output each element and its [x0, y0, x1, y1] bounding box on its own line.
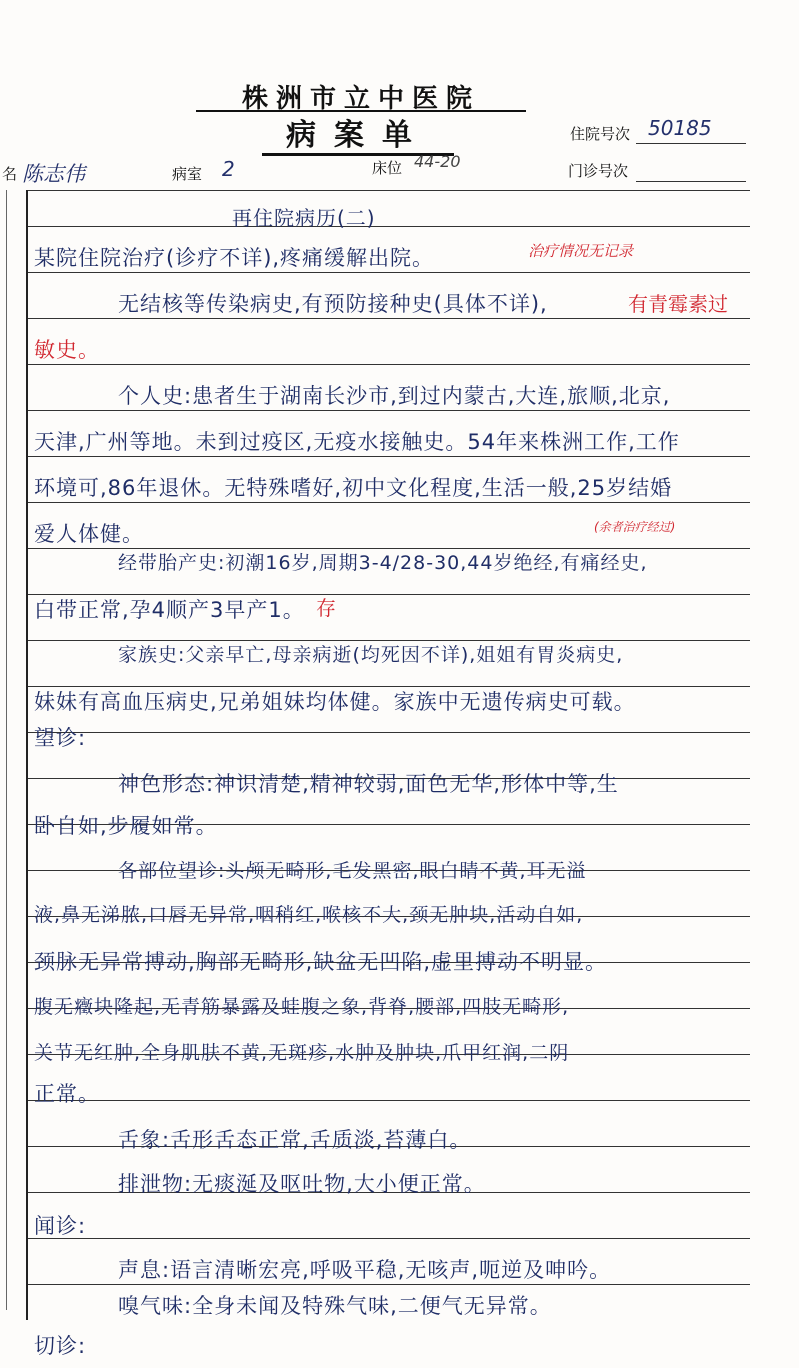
record-line: 天津,广州等地。未到过疫区,无疫水接触史。54年来株洲工作,工作 — [34, 430, 680, 454]
rule-line — [28, 732, 750, 733]
record-line: 白带正常,孕4顺产3早产1。 — [34, 598, 305, 622]
record-line: 爱人体健。 — [34, 522, 144, 546]
record-line: 神色形态:神识清楚,精神较弱,面色无华,形体中等,生 — [118, 772, 619, 796]
record-line: 腹无癥块隆起,无青筋暴露及蛙腹之象,背脊,腰部,四肢无畸形, — [34, 996, 570, 1018]
record-line: 排泄物:无痰涎及呕吐物,大小便正常。 — [118, 1172, 486, 1196]
hospital-name: 株洲市立中医院 — [241, 84, 480, 114]
bed-value: 44-20 — [414, 152, 461, 171]
record-line: 妹妹有高血压病史,兄弟姐妹均体健。家族中无遗传病史可载。 — [34, 690, 636, 714]
rule-line — [28, 1100, 750, 1101]
rule-line — [28, 190, 750, 191]
record-heading: 再住院病历(二) — [232, 206, 376, 230]
name-value: 陈志伟 — [22, 162, 85, 186]
record-line: 嗅气味:全身未闻及特殊气味,二便气无异常。 — [118, 1294, 552, 1318]
record-line: 经带胎产史:初潮16岁,周期3-4/28-30,44岁绝经,有痛经史, — [118, 552, 648, 574]
red-annotation: 存 — [316, 596, 336, 620]
record-line: 声息:语言清晰宏亮,呼吸平稳,无咳声,呃逆及呻吟。 — [118, 1258, 612, 1282]
red-annotation: (余者治疗经过) — [594, 520, 676, 534]
bed-label: 床位 — [372, 159, 403, 177]
rule-line — [28, 364, 750, 365]
outpatient-no-label: 门诊号次 — [568, 162, 629, 180]
record-line: 液,鼻无涕脓,口唇无异常,咽稍红,喉核不大,颈无肿块,活动自如, — [34, 904, 584, 926]
rule-line — [28, 502, 750, 503]
record-line: 敏史。 — [34, 338, 100, 362]
rule-line — [28, 1238, 750, 1239]
document-title: 病案单 — [286, 118, 430, 153]
record-line: 关节无红肿,全身肌肤不黄,无斑疹,水肿及肿块,爪甲红润,二阴 — [34, 1042, 570, 1064]
record-line: 个人史:患者生于湖南长沙市,到过内蒙古,大连,旅顺,北京, — [118, 384, 671, 408]
record-line: 舌象:舌形舌态正常,舌质淡,苔薄白。 — [118, 1128, 472, 1152]
record-line: 某院住院治疗(诊疗不详),疼痛缓解出院。 — [34, 246, 435, 270]
left-margin-line — [6, 190, 7, 1310]
record-line: 正常。 — [34, 1082, 100, 1106]
rule-line — [28, 1284, 750, 1285]
record-line: 望诊: — [34, 726, 87, 750]
red-annotation: 有青霉素过 — [628, 292, 728, 316]
record-line: 切诊: — [34, 1334, 87, 1358]
record-line: 卧自如,步履如常。 — [34, 814, 218, 838]
record-line: 环境可,86年退休。无特殊嗜好,初中文化程度,生活一般,25岁结婚 — [34, 476, 673, 500]
rule-line — [28, 410, 750, 411]
record-line: 各部位望诊:头颅无畸形,毛发黑密,眼白睛不黄,耳无溢 — [118, 860, 587, 882]
rule-line — [28, 226, 750, 227]
admission-no-value: 50185 — [648, 116, 712, 140]
record-line: 闻诊: — [34, 1214, 87, 1238]
ward-label: 病室 — [172, 165, 203, 183]
rule-line — [28, 318, 750, 319]
red-annotation: 治疗情况无记录 — [528, 242, 634, 260]
admission-no-label: 住院号次 — [570, 125, 631, 143]
rule-line — [28, 456, 750, 457]
rule-line — [28, 272, 750, 273]
admission-no-line — [636, 143, 746, 144]
record-line: 家族史:父亲早亡,母亲病逝(均死因不详),姐姐有胃炎病史, — [118, 644, 624, 666]
record-line: 无结核等传染病史,有预防接种史(具体不详), — [118, 292, 548, 316]
record-line: 颈脉无异常搏动,胸部无畸形,缺盆无凹陷,虚里搏动不明显。 — [34, 950, 608, 974]
outpatient-no-line — [636, 181, 746, 182]
ward-value: 2 — [222, 157, 235, 181]
name-label: 名 — [2, 165, 18, 183]
